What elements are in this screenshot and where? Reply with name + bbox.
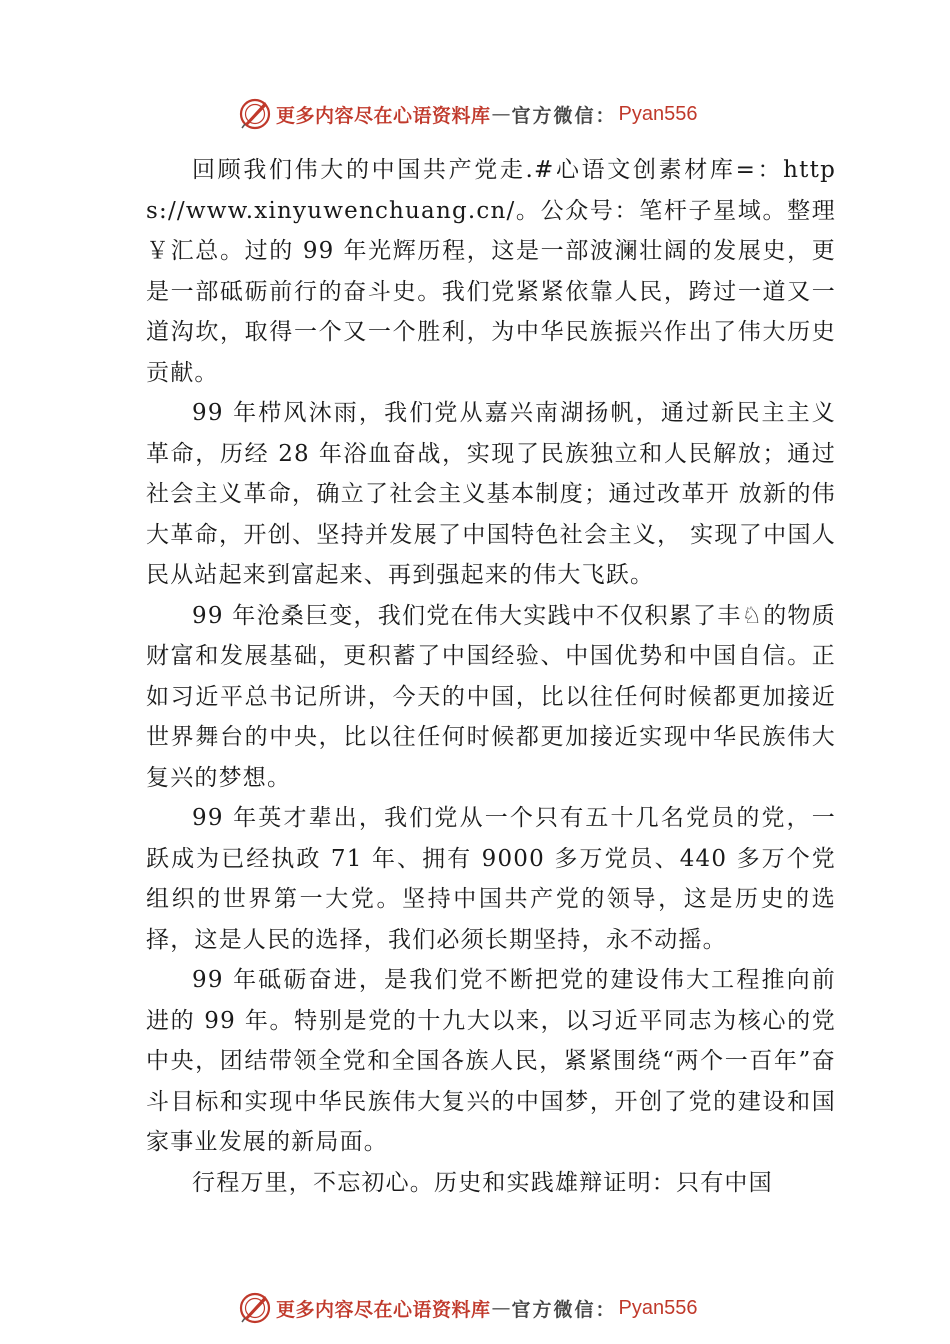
paragraph-3: 99 年沧桑巨变，我们党在伟大实践中不仅积累了丰♘的物质财富和发展基础，更积蓄了中国经验、中国优势和中国自信。正如习近平总书记所讲，今天的中国，比以往任何时候都更加接近世界舞台的中央，比以往任何时候都更加接近实现中华民族伟大复兴的梦想。: [146, 602, 836, 791]
paragraph-1: 回顾我们伟大的中国共产党走.#心语文创素材库=：https://www.xinyuwenchuang.cn/。公众号：笔杆子星域。整理￥汇总。过的 99 年光辉历程，这是一部波澜壮阔的发展史，更是一部砥砺前行的奋斗史。我们党紧紧依靠人民，跨过一道又一道沟坎，取得一个又一个胜利，为中华民族振兴作出了伟大历史贡献。: [146, 157, 836, 386]
footer-slogan: 更多内容尽在心语资料库: [276, 1298, 491, 1321]
footer-banner: [238, 1290, 758, 1326]
paragraph-4: 99 年英才辈出，我们党从一个只有五十几名党员的党，一跃成为已经执政 71 年、拥有 9000 多万党员、440 多万个党组织的世界第一大党。坚持中国共产党的领导，这是历史的选择，这是人民的选择，我们必须长期坚持，永不动摇。: [146, 805, 836, 953]
header-slogan: 更多内容尽在心语资料库: [276, 104, 491, 127]
paragraph-2: 99 年栉风沐雨，我们党从嘉兴南湖扬帆，通过新民主主义革命，历经 28 年浴血奋战，实现了民族独立和人民解放；通过社会主义革命，确立了社会主义基本制度；通过改革开 放新的伟大革命，开创、坚持并发展了中国特色社会主义， 实现了中国人民从站起来到富起来、再到强起来的伟大飞跃。: [146, 400, 836, 588]
header-dash: —: [491, 103, 511, 125]
quill-seal-icon: [238, 1291, 272, 1325]
header-wechat-label: 官方微信：: [511, 104, 617, 127]
footer-wechat-id: Pyan556: [618, 1296, 698, 1319]
document-body: [146, 150, 836, 1203]
paragraph-6: 行程万里，不忘初心。历史和实践雄辩证明：只有中国: [192, 1169, 773, 1196]
footer-wechat-label: 官方微信：: [511, 1298, 617, 1321]
header-wechat-id: Pyan556: [618, 102, 698, 125]
footer-dash: —: [491, 1297, 511, 1319]
quill-seal-icon: [238, 97, 272, 131]
paragraph-5: 99 年砥砺奋进，是我们党不断把党的建设伟大工程推向前进的 99 年。特别是党的十九大以来，以习近平同志为核心的党中央，团结带领全党和全国各族人民，紧紧围绕“两个一百年”奋斗目标和实现中华民族伟大复兴的中国梦，开创了党的建设和国家事业发展的新局面。: [146, 967, 836, 1155]
header-banner: [238, 96, 758, 132]
